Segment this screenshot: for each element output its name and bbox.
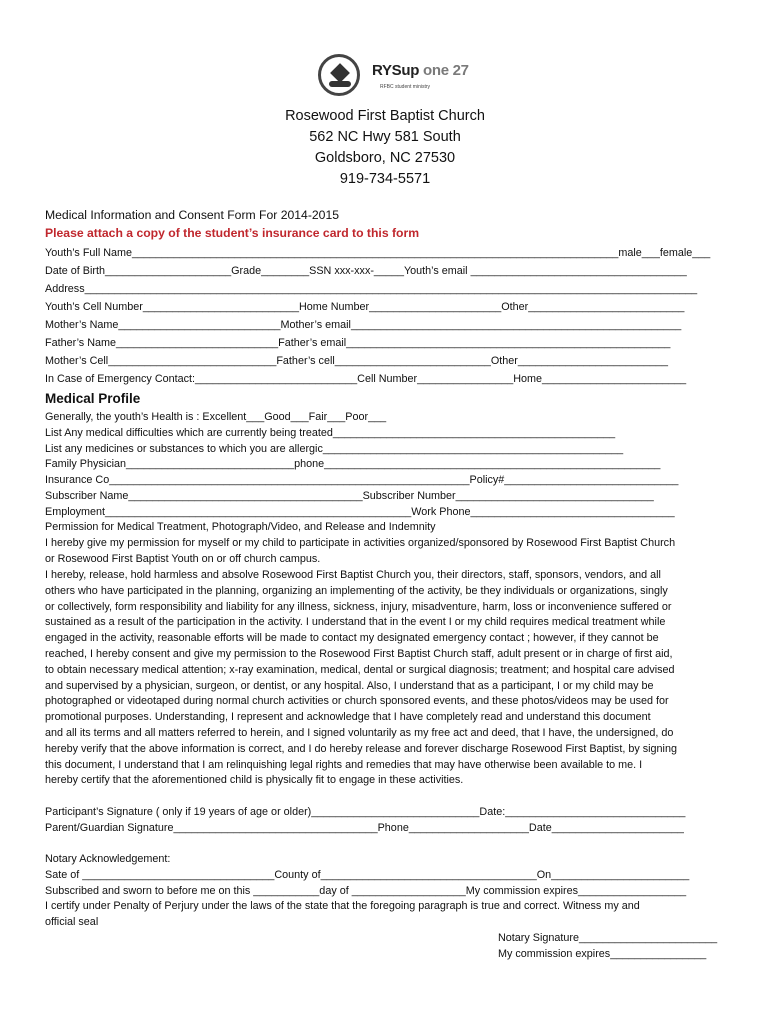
consent-text-line: others who have participated in the planning, organizing an implementing of the activity, be they individuals or organizations, singly	[45, 585, 668, 597]
form-title: Medical Information and Consent Form For 2014-2015	[45, 208, 340, 222]
church-address-line-1: 562 NC Hwy 581 South	[309, 129, 461, 145]
ministry-logo	[318, 54, 478, 100]
logo-emblem-icon	[318, 54, 360, 96]
consent-text-line: reached, I hereby consent and give my permission to the Rosewood First Baptist Church staff, adult present or in charge of first aid,	[45, 648, 673, 660]
medical-difficulties-line: List Any medical difficulties which are currently being treated_______________________________________________	[45, 427, 616, 439]
employment-line: Employment___________________________________________________Work Phone__________________________________	[45, 506, 675, 518]
participant-signature-line: Participant’s Signature ( only if 19 years of age or older)____________________________Date:______________________________	[45, 806, 686, 818]
insurance-card-notice: Please attach a copy of the student’s insurance card to this form	[45, 226, 420, 240]
father-name-line: Father’s Name___________________________Father’s email______________________________________________________	[45, 337, 671, 349]
consent-text-line: engaged in the activity, reasonable efforts will be made to contact my designated emergency contact ; however, if they cannot be	[45, 632, 659, 644]
permission-heading: Permission for Medical Treatment, Photograph/Video, and Release and Indemnity	[45, 521, 436, 533]
consent-text-line: I hereby give my permission for myself or my child to participate in activities organized/sponsored by Rosewood First Baptist Church	[45, 537, 676, 549]
parent-signature-line: Parent/Guardian Signature__________________________________Phone____________________Date______________________	[45, 822, 684, 834]
parent-cell-line: Mother’s Cell____________________________Father’s cell__________________________Other_________________________	[45, 355, 668, 367]
notary-signature-line: Notary Signature_______________________	[498, 932, 718, 944]
consent-text-line: promotional purposes. Understanding, I represent and acknowledge that I have completely read and understand this document	[45, 711, 651, 723]
emergency-contact-line: In Case of Emergency Contact:___________________________Cell Number________________Home________________________	[45, 373, 687, 385]
consent-text-line: or collectively, form responsibility and liability for any illness, sickness, injury, misadventure, harm, loss or inconvenience suffered or	[45, 601, 672, 613]
notary-state-line: Sate of ________________________________County of____________________________________On_______________________	[45, 869, 690, 881]
logo-tagline: RFBC student ministry	[380, 84, 431, 90]
consent-text-line: hereby certify that the aforementioned child is physically fit to engage in these activities.	[45, 774, 464, 786]
consent-text-line: this document, I understand that I am relinquishing legal rights and remedies that may have otherwise been available to me. I	[45, 759, 643, 771]
church-phone: 919-734-5571	[339, 171, 431, 187]
health-rating-line: Generally, the youth’s Health is : Excellent___Good___Fair___Poor___	[45, 411, 387, 423]
medical-profile-heading: Medical Profile	[45, 391, 141, 406]
notary-commission-line: My commission expires________________	[498, 948, 707, 960]
notary-heading: Notary Acknowledgement:	[45, 853, 171, 865]
allergies-line: List any medicines or substances to which you are allergic__________________________________________________	[45, 443, 624, 455]
date-of-birth-line: Date of Birth_____________________Grade________SSN xxx-xxx-_____Youth’s email ____________________________________	[45, 265, 687, 277]
consent-text-line: I hereby, release, hold harmless and absolve Rosewood First Baptist Church you, their directors, staff, sponsors, vendors, and all	[45, 569, 661, 581]
consent-text-line: photographed or videotaped during normal church activities or church sponsored events, and these photos/videos may be used for	[45, 695, 669, 707]
consent-text-line: and all its terms and all matters referred to herein, and I signed voluntarily as my free act and deed, that I have, the undersigned, do	[45, 727, 674, 739]
notary-seal-line: official seal	[45, 916, 99, 928]
address-line: Address______________________________________________________________________________________________________	[45, 283, 698, 295]
subscriber-line: Subscriber Name_______________________________________Subscriber Number_________________________________	[45, 490, 654, 502]
consent-text-line: or Rosewood First Baptist Youth on or off church campus.	[45, 553, 321, 565]
youth-full-name-line: Youth’s Full Name_________________________________________________________________________________male___female___	[45, 247, 711, 259]
youth-cell-line: Youth’s Cell Number__________________________Home Number______________________Other__________________________	[45, 301, 685, 313]
consent-text-line: hereby verify that the above information is correct, and I do hereby release and forever discharge Rosewood First Baptist, by signing	[45, 743, 677, 755]
insurance-line: Insurance Co____________________________________________________________Policy#_____________________________	[45, 474, 679, 486]
mother-name-line: Mother’s Name___________________________Mother’s email_______________________________________________________	[45, 319, 682, 331]
church-address-line-2: Goldsboro, NC 27530	[314, 150, 456, 166]
consent-text-line: and supervised by a physician, surgeon, or dentist, or any hospital. Also, I understand that as a participant, I or my child may be	[45, 680, 654, 692]
church-name: Rosewood First Baptist Church	[285, 108, 485, 124]
logo-wordmark: RYSup one 27	[372, 62, 469, 79]
notary-sworn-line: Subscribed and sworn to before me on this ___________day of ___________________My commission expires__________________	[45, 885, 687, 897]
notary-certify-line: I certify under Penalty of Perjury under the laws of the state that the foregoing paragraph is true and correct. Witness my and	[45, 900, 640, 912]
consent-text-line: sustained as a result of the participation in the activity. I understand that in the event I or my child requires medical treatment while	[45, 616, 666, 628]
family-physician-line: Family Physician____________________________phone________________________________________________________	[45, 458, 661, 470]
consent-text-line: to obtain necessary medical attention; x-ray examination, medical, dental or surgical diagnosis; treatment; and hospital care advised	[45, 664, 675, 676]
